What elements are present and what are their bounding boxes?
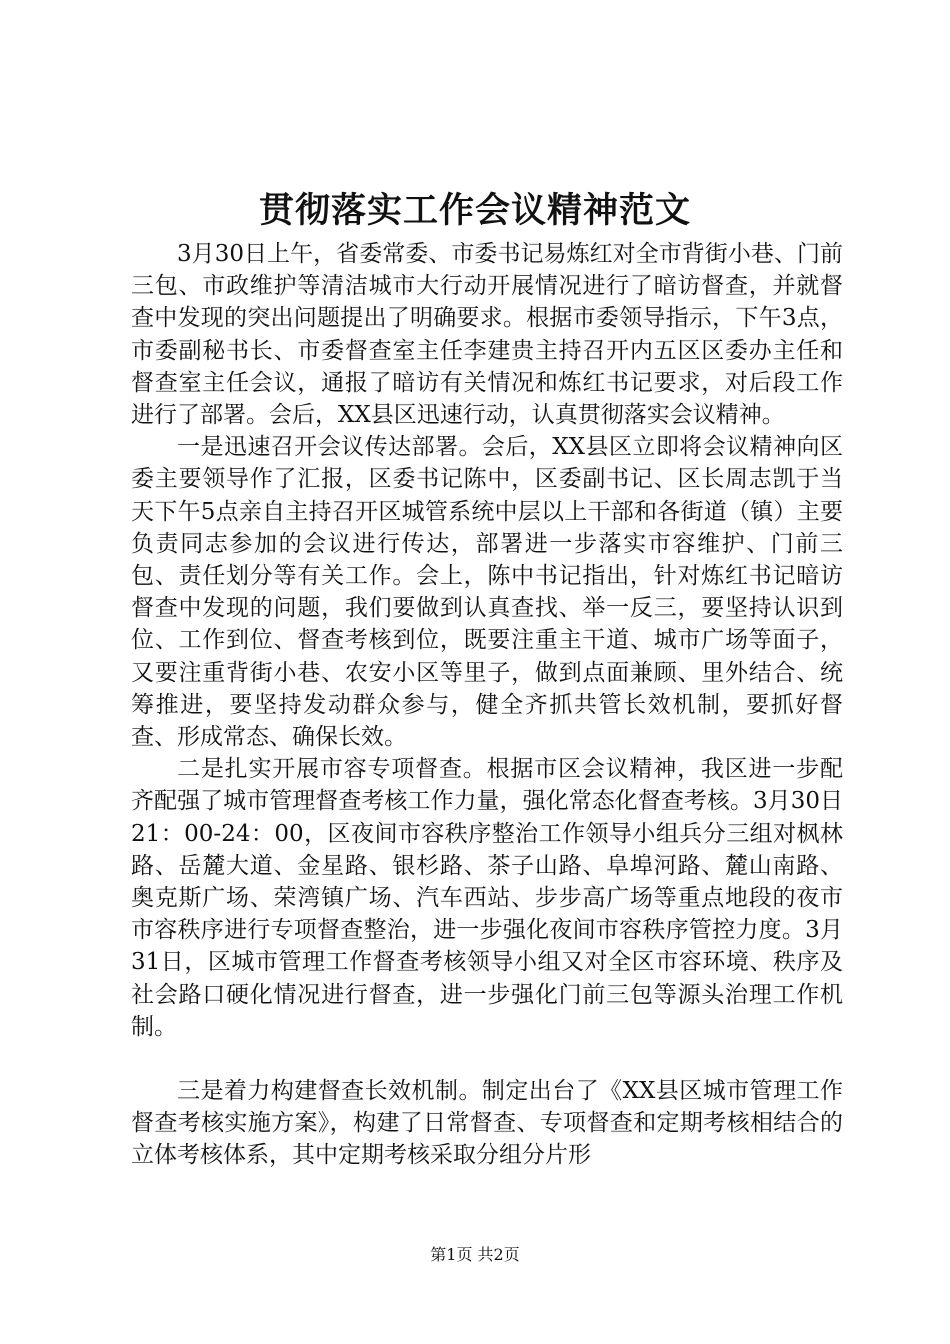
paragraph-intro: 3月30日上午，省委常委、市委书记易炼红对全市背街小巷、门前三包、市政维护等清洁城市大行动开展情况进行了暗访督查，并就督查中发现的突出问题提出了明确要求。根据市委领导指示，下午3点，市委副秘书长、市委督查室主任李建贵主持召开内五区区委办主任和督查室主任会议，通报了暗访有关情况和炼红书记要求，对后段工作进行了部署。会后，XX县区迅速行动，认真贯彻落实会议精神。 [131, 241, 843, 429]
paragraph-point-three: 三是着力构建督查长效机制。制定出台了《XX县区城市管理工作督查考核实施方案》，构建了日常督查、专项督查和定期考核相结合的立体考核体系，其中定期考核采取分组分片形 [131, 1078, 843, 1169]
document-title: 贯彻落实工作会议精神范文 [258, 190, 691, 231]
document-body [131, 238, 843, 1172]
paragraph-point-two: 二是扎实开展市容专项督查。根据市区会议精神，我区进一步配齐配强了城市管理督查考核工作力量，强化常态化督查考核。3月30日21：00-24：00，区夜间市容秩序整治工作领导小组兵分三组对枫林路、岳麓大道、金星路、银杉路、茶子山路、阜埠河路、麓山南路、奥克斯广场、荣湾镇广场、汽车西站、步步高广场等重点地段的夜市市容秩序进行专项督查整治，进一步强化夜间市容秩序管控力度。3月31日，区城市管理工作督查考核领导小组又对全区市容环境、秩序及社会路口硬化情况进行督查，进一步强化门前三包等源头治理工作机制。 [131, 756, 843, 1040]
page-number-footer: 第1页 共2页 [430, 1245, 520, 1264]
paragraph-point-one: 一是迅速召开会议传达部署。会后，XX县区立即将会议精神向区委主要领导作了汇报，区委书记陈中，区委副书记、区长周志凯于当天下午5点亲自主持召开区城管系统中层以上干部和各街道（镇）主要负责同志参加的会议进行传达，部署进一步落实市容维护、门前三包、责任划分等有关工作。会上，陈中书记指出，针对炼红书记暗访督查中发现的问题，我们要做到认真查找、举一反三，要坚持认识到位、工作到位、督查考核到位，既要注重主干道、城市广场等面子，又要注重背街小巷、农安小区等里子，做到点面兼顾、里外结合、统筹推进，要坚持发动群众参与，健全齐抓共管长效机制，要抓好督查、形成常态、确保长效。 [131, 434, 843, 751]
